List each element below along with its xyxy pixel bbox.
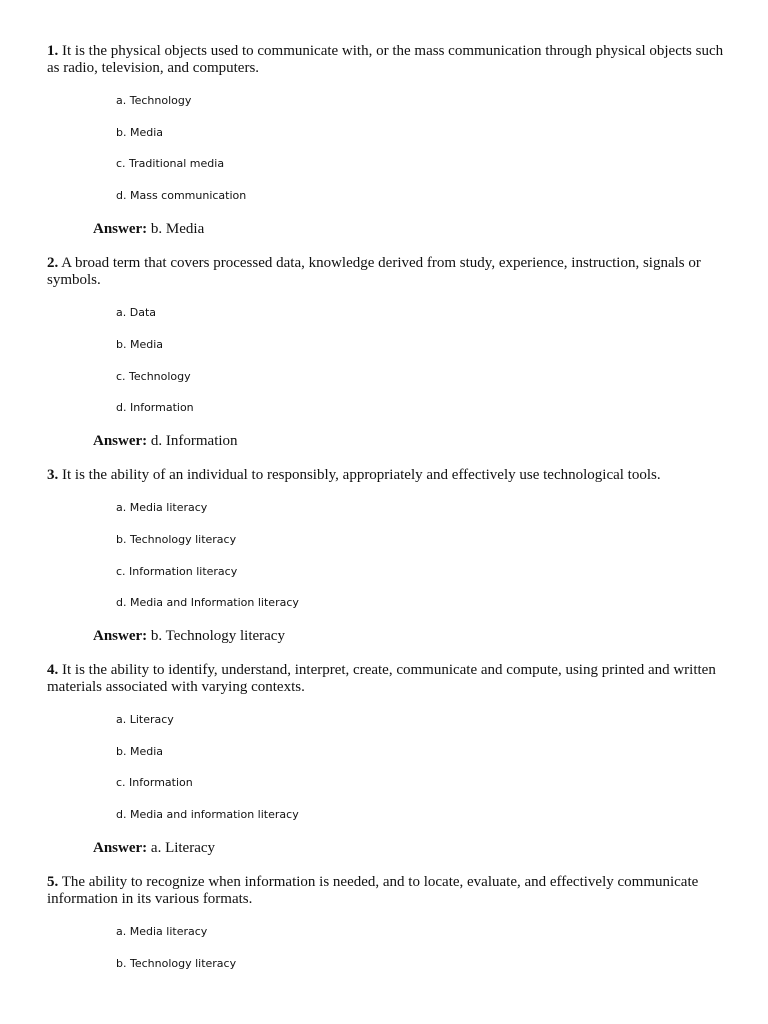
- option-2d: d. Information: [116, 401, 194, 414]
- option-2b: b. Media: [116, 338, 164, 351]
- option-5b: b. Technology literacy: [116, 957, 237, 970]
- answer-value: b. Technology literacy: [150, 628, 285, 644]
- question-4: [47, 662, 737, 696]
- option-1a: a. Technology: [116, 94, 192, 107]
- option-3c: c. Information literacy: [116, 565, 238, 578]
- answer-label: Answer:: [93, 628, 148, 644]
- question-1: [47, 43, 737, 77]
- answer-value: a. Literacy: [150, 840, 216, 856]
- option-2c: c. Technology: [116, 370, 191, 383]
- option-2a: a. Data: [116, 306, 156, 319]
- option-1d: d. Mass communication: [116, 189, 247, 202]
- answer-3: [93, 628, 285, 645]
- option-4b: b. Media: [116, 745, 164, 758]
- option-4d: d. Media and information literacy: [116, 808, 299, 821]
- option-3d: d. Media and Information literacy: [116, 596, 299, 609]
- question-number: 5.: [47, 874, 59, 890]
- question-text: The ability to recognize when information is needed, and to locate, evaluate, and effectively communicate information in its various formats.: [47, 874, 699, 907]
- option-3a: a. Media literacy: [116, 501, 208, 514]
- question-2: [47, 255, 737, 289]
- question-number: 2.: [47, 255, 59, 271]
- option-1b: b. Media: [116, 126, 164, 139]
- option-4c: c. Information: [116, 776, 193, 789]
- question-5: [47, 874, 737, 908]
- question-3: [47, 467, 737, 484]
- option-1c: c. Traditional media: [116, 157, 225, 170]
- answer-label: Answer:: [93, 433, 148, 449]
- question-number: 3.: [47, 467, 59, 483]
- question-text: It is the ability of an individual to responsibly, appropriately and effectively use technological tools.: [62, 467, 661, 483]
- option-4a: a. Literacy: [116, 713, 174, 726]
- question-text: It is the physical objects used to communicate with, or the mass communication through physical objects such as radio, television, and computers.: [47, 43, 724, 76]
- option-3b: b. Technology literacy: [116, 533, 237, 546]
- question-text: A broad term that covers processed data, knowledge derived from study, experience, instruction, signals or symbols.: [47, 255, 701, 288]
- answer-2: [93, 433, 238, 450]
- question-number: 4.: [47, 662, 59, 678]
- question-number: 1.: [47, 43, 59, 59]
- answer-label: Answer:: [93, 221, 148, 237]
- answer-value: b. Media: [150, 221, 205, 237]
- answer-value: d. Information: [150, 433, 238, 449]
- answer-1: [93, 221, 204, 238]
- question-text: It is the ability to identify, understand, interpret, create, communicate and compute, using printed and written materials associated with varying contexts.: [47, 662, 716, 695]
- answer-label: Answer:: [93, 840, 148, 856]
- answer-4: [93, 840, 215, 857]
- option-5a: a. Media literacy: [116, 925, 208, 938]
